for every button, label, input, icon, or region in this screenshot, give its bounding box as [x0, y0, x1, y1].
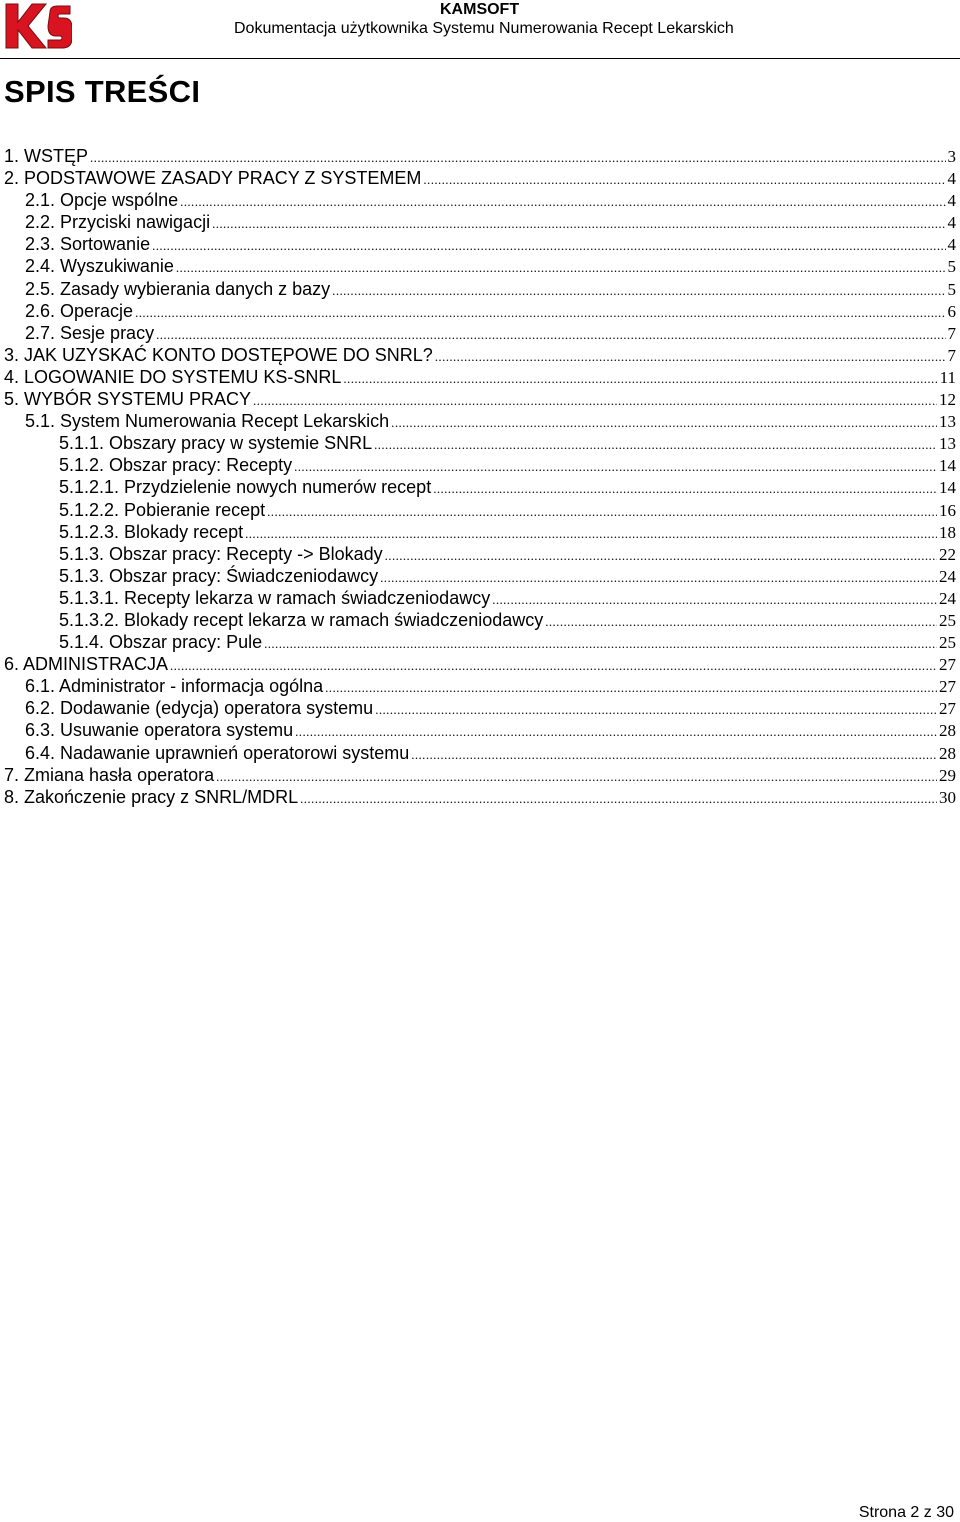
toc-entry[interactable] [4, 454, 956, 476]
toc-title: SPIS TREŚCI [4, 74, 201, 109]
toc-entry-label: 2.1. Opcje wspólne [25, 190, 179, 211]
toc-dot-leader [411, 742, 937, 766]
toc-entry-page: 25 [939, 610, 956, 630]
toc-dot-leader [374, 432, 937, 456]
toc-dot-leader [216, 764, 937, 788]
toc-entry-page: 27 [939, 655, 956, 675]
toc-dot-leader [156, 322, 945, 346]
toc-entry-page: 6 [947, 301, 956, 321]
toc-dot-leader [332, 278, 945, 302]
toc-entry[interactable] [4, 189, 956, 211]
toc-dot-leader [294, 454, 937, 478]
toc-entry-label: 5.1.3.1. Recepty lekarza w ramach świadczeniodawcy [59, 587, 491, 608]
toc-entry-label: 6. ADMINISTRACJA [4, 654, 169, 675]
toc-entry-page: 28 [939, 721, 956, 741]
toc-entry-label: 2.4. Wyszukiwanie [25, 256, 174, 277]
toc-dot-leader [176, 255, 946, 279]
toc-entry-label: 2. PODSTAWOWE ZASADY PRACY Z SYSTEMEM [4, 168, 422, 189]
toc-entry-label: 1. WSTĘP [4, 146, 89, 166]
toc-entry[interactable] [4, 521, 956, 543]
toc-entry-page: 3 [947, 147, 956, 166]
toc-entry-page: 13 [939, 434, 956, 454]
toc-dot-leader [295, 719, 937, 743]
toc-entry-page: 5 [947, 257, 956, 277]
toc-entry[interactable] [4, 786, 956, 808]
toc-entry-page: 14 [939, 478, 956, 498]
toc-dot-leader [375, 697, 937, 721]
toc-entry[interactable] [4, 609, 956, 631]
page-number: Strona 2 z 30 [858, 1504, 954, 1521]
toc-entry-label: 6.4. Nadawanie uprawnień operatorowi systemu [25, 742, 410, 763]
toc-dot-leader [90, 145, 945, 169]
toc-entry-page: 22 [939, 544, 956, 564]
toc-entry-label: 5.1.3. Obszar pracy: Recepty -> Blokady [59, 543, 383, 564]
toc-entry-label: 2.5. Zasady wybierania danych z bazy [25, 278, 331, 299]
toc-entry-page: 24 [939, 588, 956, 608]
toc-dot-leader [245, 521, 937, 545]
toc-entry-page: 30 [939, 787, 956, 807]
toc-dot-leader [135, 300, 945, 324]
toc-entry-page: 27 [939, 699, 956, 719]
toc-entry-page: 29 [939, 765, 956, 785]
toc-entry[interactable] [4, 233, 956, 255]
toc-entry[interactable] [4, 742, 956, 764]
toc-entry-page: 24 [939, 566, 956, 586]
toc-entry-page: 16 [939, 500, 956, 520]
toc-entry-page: 5 [947, 279, 956, 299]
toc-dot-leader [264, 631, 937, 655]
toc-dot-leader [492, 587, 937, 611]
toc-entry[interactable] [4, 344, 956, 366]
toc-entry-page: 4 [947, 169, 956, 189]
document-title: Dokumentacja użytkownika Systemu Numerowania Recept Lekarskich [234, 20, 734, 37]
toc-dot-leader [300, 786, 937, 810]
toc-dot-leader [433, 476, 937, 500]
toc-entry-label: 2.3. Sortowanie [25, 234, 151, 255]
toc-dot-leader [380, 565, 937, 589]
toc-entry-page: 12 [939, 390, 956, 410]
toc-entry[interactable] [4, 697, 956, 719]
toc-entry[interactable] [4, 322, 956, 344]
toc-entry[interactable] [4, 278, 956, 300]
toc-entry-label: 2.7. Sesje pracy [25, 322, 155, 343]
toc-entry[interactable] [4, 300, 956, 322]
company-name: KAMSOFT [440, 1, 520, 18]
toc-entry-page: 7 [947, 345, 956, 365]
toc-entry-page: 25 [939, 633, 956, 653]
toc-entry-page: 4 [947, 213, 956, 233]
toc-entry-label: 7. Zmiana hasła operatora [4, 764, 215, 785]
toc-entry-page: 27 [939, 677, 956, 697]
toc-dot-leader [212, 211, 945, 235]
toc-entry-label: 5. WYBÓR SYSTEMU PRACY [4, 389, 252, 410]
toc-entry[interactable] [4, 675, 956, 697]
toc-entry[interactable] [4, 587, 956, 609]
toc-dot-leader [423, 167, 945, 191]
toc-entry-label: 5.1. System Numerowania Recept Lekarskich [25, 411, 390, 432]
toc-dot-leader [391, 410, 937, 434]
toc-entry[interactable] [4, 366, 956, 388]
toc-entry-page: 13 [939, 412, 956, 432]
toc-dot-leader [152, 233, 945, 257]
toc-entry-page: 14 [939, 456, 956, 476]
toc-entry-label: 3. JAK UZYSKAĆ KONTO DOSTĘPOWE DO SNRL? [4, 344, 433, 365]
toc-entry-page: 4 [947, 235, 956, 255]
toc-entry[interactable] [4, 499, 956, 521]
table-of-contents [4, 145, 956, 808]
toc-entry-label: 4. LOGOWANIE DO SYSTEMU KS-SNRL [4, 366, 342, 387]
toc-entry-label: 6.3. Usuwanie operatora systemu [25, 720, 294, 741]
toc-entry-label: 5.1.3.2. Blokady recept lekarza w ramach świadczeniodawcy [59, 609, 544, 630]
toc-dot-leader [253, 388, 937, 412]
toc-entry-label: 5.1.2.1. Przydzielenie nowych numerów recept [59, 477, 432, 498]
page-header [0, 0, 960, 59]
toc-entry[interactable] [4, 543, 956, 565]
toc-entry-page: 11 [939, 367, 956, 387]
toc-entry-label: 5.1.1. Obszary pracy w systemie SNRL [59, 433, 373, 454]
toc-entry-label: 6.2. Dodawanie (edycja) operatora systemu [25, 698, 374, 719]
toc-entry[interactable] [4, 631, 956, 653]
toc-entry-label: 5.1.2.3. Blokady recept [59, 521, 244, 542]
toc-dot-leader [385, 543, 937, 567]
toc-dot-leader [343, 366, 937, 390]
toc-entry-page: 7 [947, 323, 956, 343]
toc-dot-leader [180, 189, 945, 213]
toc-entry[interactable] [4, 432, 956, 454]
toc-entry[interactable] [4, 410, 956, 432]
toc-dot-leader [325, 675, 937, 699]
toc-entry-page: 18 [939, 522, 956, 542]
toc-entry-label: 2.2. Przyciski nawigacji [25, 212, 211, 233]
toc-entry[interactable] [4, 211, 956, 233]
toc-entry[interactable] [4, 167, 956, 189]
toc-entry[interactable] [4, 476, 956, 498]
toc-entry[interactable] [4, 145, 956, 167]
toc-entry[interactable] [4, 764, 956, 786]
toc-entry-label: 8. Zakończenie pracy z SNRL/MDRL [4, 786, 299, 807]
toc-entry-page: 28 [939, 743, 956, 763]
toc-entry-label: 6.1. Administrator - informacja ogólna [25, 676, 324, 697]
toc-entry-label: 5.1.2. Obszar pracy: Recepty [59, 455, 293, 476]
toc-entry-label: 5.1.4. Obszar pracy: Pule [59, 632, 263, 653]
toc-dot-leader [435, 344, 946, 368]
toc-dot-leader [170, 653, 937, 677]
toc-entry-page: 4 [947, 191, 956, 211]
toc-dot-leader [267, 499, 937, 523]
toc-entry-label: 2.6. Operacje [25, 300, 134, 321]
toc-entry[interactable] [4, 255, 956, 277]
toc-entry[interactable] [4, 565, 956, 587]
toc-entry[interactable] [4, 653, 956, 675]
kamsoft-logo [4, 2, 72, 50]
toc-entry[interactable] [4, 388, 956, 410]
toc-entry-label: 5.1.2.2. Pobieranie recept [59, 499, 266, 520]
toc-dot-leader [545, 609, 937, 633]
toc-entry-label: 5.1.3. Obszar pracy: Świadczeniodawcy [59, 565, 379, 586]
toc-entry[interactable] [4, 719, 956, 741]
